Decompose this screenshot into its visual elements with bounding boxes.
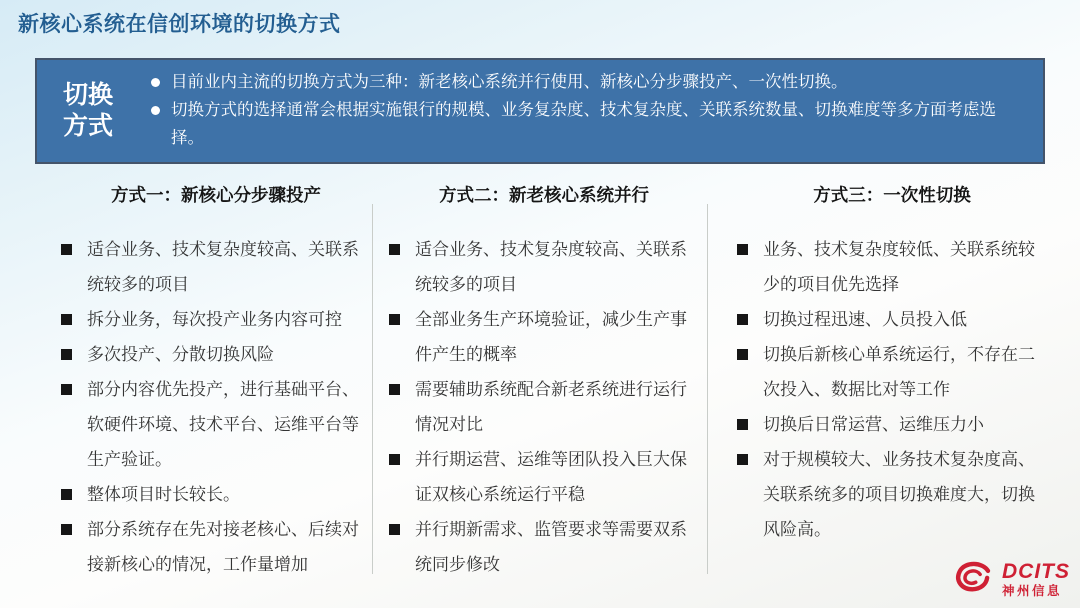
list-item-text: 适合业务、技术复杂度较高、关联系统较多的项目 [87, 240, 359, 295]
list-item [736, 407, 1048, 442]
column-bullet-list [60, 232, 372, 582]
column-header: 方式二：新老核心系统并行 [439, 185, 649, 205]
bullet-dot-icon [151, 78, 160, 87]
bullet-square-icon [389, 244, 400, 255]
list-item [388, 302, 700, 372]
list-item [60, 337, 372, 372]
bullet-square-icon [389, 524, 400, 535]
dcits-logo [953, 559, 1070, 600]
list-item-text: 部分内容优先投产，进行基础平台、软硬件环境、技术平台、运维平台等生产验证。 [87, 380, 359, 470]
list-item [736, 302, 1048, 337]
bullet-square-icon [737, 349, 748, 360]
list-item [60, 372, 372, 477]
banner-bullet-text: 切换方式的选择通常会根据实施银行的规模、业务复杂度、技术复杂度、关联系统数量、切换难度等多方面考虑选择。 [171, 101, 996, 147]
list-item-text: 切换后日常运营、运维压力小 [763, 415, 984, 435]
logo-text [1002, 561, 1070, 598]
bullet-square-icon [737, 454, 748, 465]
bullet-square-icon [61, 524, 72, 535]
column-bullet-list [388, 232, 700, 582]
logo-brand: DCITS [1002, 559, 1070, 583]
list-item-text: 适合业务、技术复杂度较高、关联系统较多的项目 [415, 240, 687, 295]
banner-label-line2: 方式 [63, 112, 114, 140]
list-item-text: 切换后新核心单系统运行，不存在二次投入、数据比对等工作 [763, 345, 1035, 400]
list-item-text: 对于规模较大、业务技术复杂度高、关联系统多的项目切换难度大，切换风险高。 [763, 450, 1035, 540]
list-item-text: 业务、技术复杂度较低、关联系统较少的项目优先选择 [763, 240, 1035, 295]
list-item-text: 部分系统存在先对接老核心、后续对接新核心的情况，工作量增加 [87, 520, 359, 575]
column-divider [707, 204, 708, 574]
list-item [736, 232, 1048, 302]
list-item [60, 512, 372, 582]
list-item [60, 232, 372, 302]
banner-label-line1: 切换 [63, 80, 114, 109]
column-method-3 [736, 182, 1048, 547]
list-item-text: 并行期新需求、监管要求等需要双系统同步修改 [415, 520, 687, 575]
list-item-text: 拆分业务，每次投产业务内容可控 [87, 310, 342, 330]
bullet-square-icon [389, 454, 400, 465]
dcits-swirl-icon [953, 559, 995, 600]
bullet-square-icon [737, 419, 748, 430]
banner [35, 58, 1045, 164]
list-item [388, 372, 700, 442]
list-item [736, 337, 1048, 407]
banner-bullet [149, 69, 1013, 97]
page-title: 新核心系统在信创环境的切换方式 [18, 13, 341, 36]
bullet-square-icon [389, 384, 400, 395]
bullet-square-icon [61, 349, 72, 360]
logo-company: 神州信息 [1002, 583, 1063, 598]
list-item [388, 442, 700, 512]
bullet-square-icon [389, 314, 400, 325]
column-header: 方式三：一次性切换 [813, 185, 971, 205]
list-item [388, 232, 700, 302]
list-item-text: 切换过程迅速、人员投入低 [763, 310, 967, 330]
column-method-2 [388, 182, 700, 582]
list-item-text: 多次投产、分散切换风险 [87, 345, 274, 365]
banner-label [37, 80, 149, 143]
bullet-square-icon [61, 244, 72, 255]
list-item-text: 整体项目时长较长。 [87, 485, 240, 505]
bullet-square-icon [737, 314, 748, 325]
bullet-square-icon [61, 384, 72, 395]
list-item-text: 需要辅助系统配合新老系统进行运行情况对比 [415, 380, 687, 435]
list-item-text: 并行期运营、运维等团队投入巨大保证双核心系统运行平稳 [415, 450, 687, 505]
bullet-square-icon [61, 314, 72, 325]
bullet-square-icon [737, 244, 748, 255]
column-divider [372, 204, 373, 574]
column-bullet-list [736, 232, 1048, 547]
column-header: 方式一：新核心分步骤投产 [111, 185, 321, 205]
column-method-1 [60, 182, 372, 582]
list-item [60, 477, 372, 512]
list-item [388, 512, 700, 582]
list-item [736, 442, 1048, 547]
banner-bullet-list [149, 69, 1043, 152]
bullet-square-icon [61, 489, 72, 500]
bullet-dot-icon [151, 106, 160, 115]
list-item-text: 全部业务生产环境验证，减少生产事件产生的概率 [415, 310, 687, 365]
banner-bullet-text: 目前业内主流的切换方式为三种：新老核心系统并行使用、新核心分步骤投产、一次性切换。 [171, 73, 848, 92]
list-item [60, 302, 372, 337]
banner-bullet [149, 97, 1013, 152]
